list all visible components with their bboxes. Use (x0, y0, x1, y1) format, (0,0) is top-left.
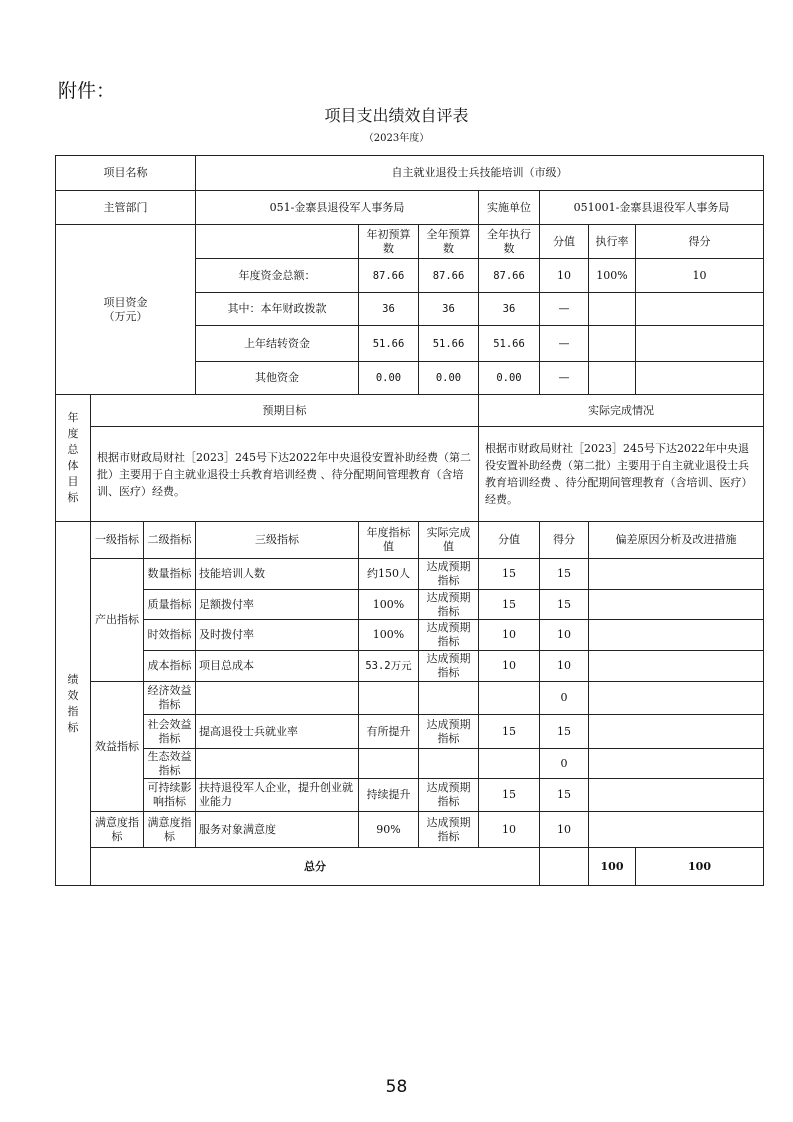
indicator-row (56, 620, 764, 651)
funds-header-initial: 年初预算数 (359, 225, 419, 259)
project-name-row (56, 156, 764, 191)
funds-header-score: 分值 (540, 225, 589, 259)
goals-header-row (56, 395, 764, 427)
ind-target: 持续提升 (359, 779, 419, 812)
ind-analysis (589, 749, 764, 779)
funds-annual: 36 (419, 293, 479, 326)
project-name-value: 自主就业退役士兵技能培训（市级） (196, 156, 764, 191)
total-got: 100 (636, 848, 764, 886)
ind-got: 10 (540, 651, 589, 682)
ind-got: 15 (540, 779, 589, 812)
ind-l3: 足额拨付率 (196, 590, 359, 620)
ind-l3: 提高退役士兵就业率 (196, 715, 359, 749)
ind-analysis (589, 590, 764, 620)
funds-score: — (540, 326, 589, 362)
ind-l2: 数量指标 (144, 559, 196, 590)
ind-score: 10 (479, 620, 540, 651)
indicator-row (56, 682, 764, 715)
ind-l2: 社会效益指标 (144, 715, 196, 749)
goals-expected-text: 根据市财政局财社［2023］245号下达2022年中央退役安置补助经费（第二批）主要用于自主就业退役士兵教育培训经费 、待分配期间管理教育（含培训、医疗）经费。 (91, 427, 479, 522)
ind-l2: 成本指标 (144, 651, 196, 682)
impl-label: 实施单位 (479, 191, 540, 225)
ind-score (479, 682, 540, 715)
ind-target: 53.2万元 (359, 651, 419, 682)
indicators-label: 绩效指标 (56, 522, 91, 886)
ind-score: 10 (479, 651, 540, 682)
goals-label: 年度总体目标 (56, 395, 91, 522)
ind-score (479, 749, 540, 779)
funds-score: — (540, 362, 589, 395)
goals-actual-header: 实际完成情况 (479, 395, 764, 427)
indicator-row (56, 559, 764, 590)
funds-header-blank (196, 225, 359, 259)
indicator-row (56, 749, 764, 779)
attachment-label: 附件： (58, 80, 116, 102)
self-evaluation-table (55, 155, 764, 886)
ind-l2: 时效指标 (144, 620, 196, 651)
report-year: （2023年度） (363, 133, 430, 144)
ind-l3 (196, 749, 359, 779)
goals-expected-header: 预期目标 (91, 395, 479, 427)
ind-target (359, 749, 419, 779)
impl-value: 051001-金寨县退役军人事务局 (540, 191, 764, 225)
ind-l3 (196, 682, 359, 715)
ind-analysis (589, 559, 764, 590)
ind-actual: 达成预期指标 (419, 715, 479, 749)
ind-header-target: 年度指标值 (359, 522, 419, 559)
ind-actual: 达成预期指标 (419, 812, 479, 848)
funds-executed: 0.00 (479, 362, 540, 395)
funds-label: 项目资金 （万元） (56, 225, 196, 395)
page-number: 58 (385, 1077, 408, 1097)
group-effect: 效益指标 (91, 682, 144, 812)
ind-score: 15 (479, 590, 540, 620)
funds-header-rate: 执行率 (589, 225, 636, 259)
funds-row-label: 其中：本年财政拨款 (196, 293, 359, 326)
funds-score: 10 (540, 259, 589, 293)
funds-got (636, 362, 764, 395)
indicator-row (56, 590, 764, 620)
ind-got: 15 (540, 715, 589, 749)
ind-got: 10 (540, 620, 589, 651)
ind-target: 90% (359, 812, 419, 848)
ind-l3: 及时拨付率 (196, 620, 359, 651)
ind-got: 10 (540, 812, 589, 848)
ind-target: 100% (359, 590, 419, 620)
funds-rate (589, 326, 636, 362)
funds-rate: 100% (589, 259, 636, 293)
ind-target: 100% (359, 620, 419, 651)
ind-analysis (589, 779, 764, 812)
ind-got: 0 (540, 749, 589, 779)
ind-l2: 经济效益指标 (144, 682, 196, 715)
indicator-row (56, 779, 764, 812)
funds-got: 10 (636, 259, 764, 293)
ind-analysis (589, 620, 764, 651)
page-title: 项目支出绩效自评表 (324, 106, 469, 125)
funds-got (636, 293, 764, 326)
ind-header-analysis: 偏差原因分析及改进措施 (589, 522, 764, 559)
indicators-header-row (56, 522, 764, 559)
dept-value: 051-金寨县退役军人事务局 (196, 191, 479, 225)
ind-header-level1: 一级指标 (91, 522, 144, 559)
ind-actual: 达成预期指标 (419, 620, 479, 651)
funds-got (636, 326, 764, 362)
ind-analysis (589, 715, 764, 749)
funds-executed: 36 (479, 293, 540, 326)
ind-actual: 达成预期指标 (419, 590, 479, 620)
ind-score: 15 (479, 779, 540, 812)
project-name-label: 项目名称 (56, 156, 196, 191)
ind-l3: 服务对象满意度 (196, 812, 359, 848)
indicator-row (56, 812, 764, 848)
funds-initial: 87.66 (359, 259, 419, 293)
group-satisfaction: 满意度指标 (91, 812, 144, 848)
funds-row-label: 年度资金总额： (196, 259, 359, 293)
funds-initial: 0.00 (359, 362, 419, 395)
ind-actual: 达成预期指标 (419, 779, 479, 812)
total-score: 100 (589, 848, 636, 886)
group-output: 产出指标 (91, 559, 144, 682)
funds-annual: 87.66 (419, 259, 479, 293)
funds-annual: 0.00 (419, 362, 479, 395)
ind-got: 0 (540, 682, 589, 715)
indicator-row (56, 715, 764, 749)
ind-header-level2: 二级指标 (144, 522, 196, 559)
ind-score: 15 (479, 715, 540, 749)
funds-annual: 51.66 (419, 326, 479, 362)
ind-header-level3: 三级指标 (196, 522, 359, 559)
funds-executed: 87.66 (479, 259, 540, 293)
ind-got: 15 (540, 590, 589, 620)
funds-rate (589, 293, 636, 326)
ind-l2: 可持续影响指标 (144, 779, 196, 812)
ind-l3: 扶持退役军人企业，提升创业就业能力 (196, 779, 359, 812)
funds-header-got: 得分 (636, 225, 764, 259)
ind-l2: 质量指标 (144, 590, 196, 620)
ind-actual: 达成预期指标 (419, 651, 479, 682)
ind-analysis (589, 682, 764, 715)
ind-actual (419, 749, 479, 779)
funds-initial: 51.66 (359, 326, 419, 362)
department-row (56, 191, 764, 225)
ind-header-score: 分值 (479, 522, 540, 559)
ind-target: 约150人 (359, 559, 419, 590)
ind-score: 10 (479, 812, 540, 848)
ind-target: 有所提升 (359, 715, 419, 749)
ind-l2: 满意度指标 (144, 812, 196, 848)
total-blank (540, 848, 589, 886)
ind-l3: 项目总成本 (196, 651, 359, 682)
ind-l3: 技能培训人数 (196, 559, 359, 590)
ind-got: 15 (540, 559, 589, 590)
ind-analysis (589, 651, 764, 682)
indicator-row (56, 651, 764, 682)
funds-initial: 36 (359, 293, 419, 326)
funds-rate (589, 362, 636, 395)
ind-analysis (589, 812, 764, 848)
ind-header-got: 得分 (540, 522, 589, 559)
funds-header-annual: 全年预算数 (419, 225, 479, 259)
ind-l2: 生态效益指标 (144, 749, 196, 779)
funds-header-row (56, 225, 764, 259)
goals-actual-text: 根据市财政局财社［2023］245号下达2022年中央退役安置补助经费（第二批）主要用于自主就业退役士兵教育培训经费 、待分配期间管理教育（含培训、医疗）经费。 (479, 427, 764, 522)
funds-row-label: 其他资金 (196, 362, 359, 395)
funds-row-label: 上年结转资金 (196, 326, 359, 362)
ind-actual: 达成预期指标 (419, 559, 479, 590)
ind-target (359, 682, 419, 715)
funds-header-executed: 全年执行数 (479, 225, 540, 259)
total-label: 总分 (91, 848, 540, 886)
funds-executed: 51.66 (479, 326, 540, 362)
ind-score: 15 (479, 559, 540, 590)
dept-label: 主管部门 (56, 191, 196, 225)
ind-header-actual: 实际完成值 (419, 522, 479, 559)
funds-score: — (540, 293, 589, 326)
total-row (56, 848, 764, 886)
goals-content-row (56, 427, 764, 522)
ind-actual (419, 682, 479, 715)
